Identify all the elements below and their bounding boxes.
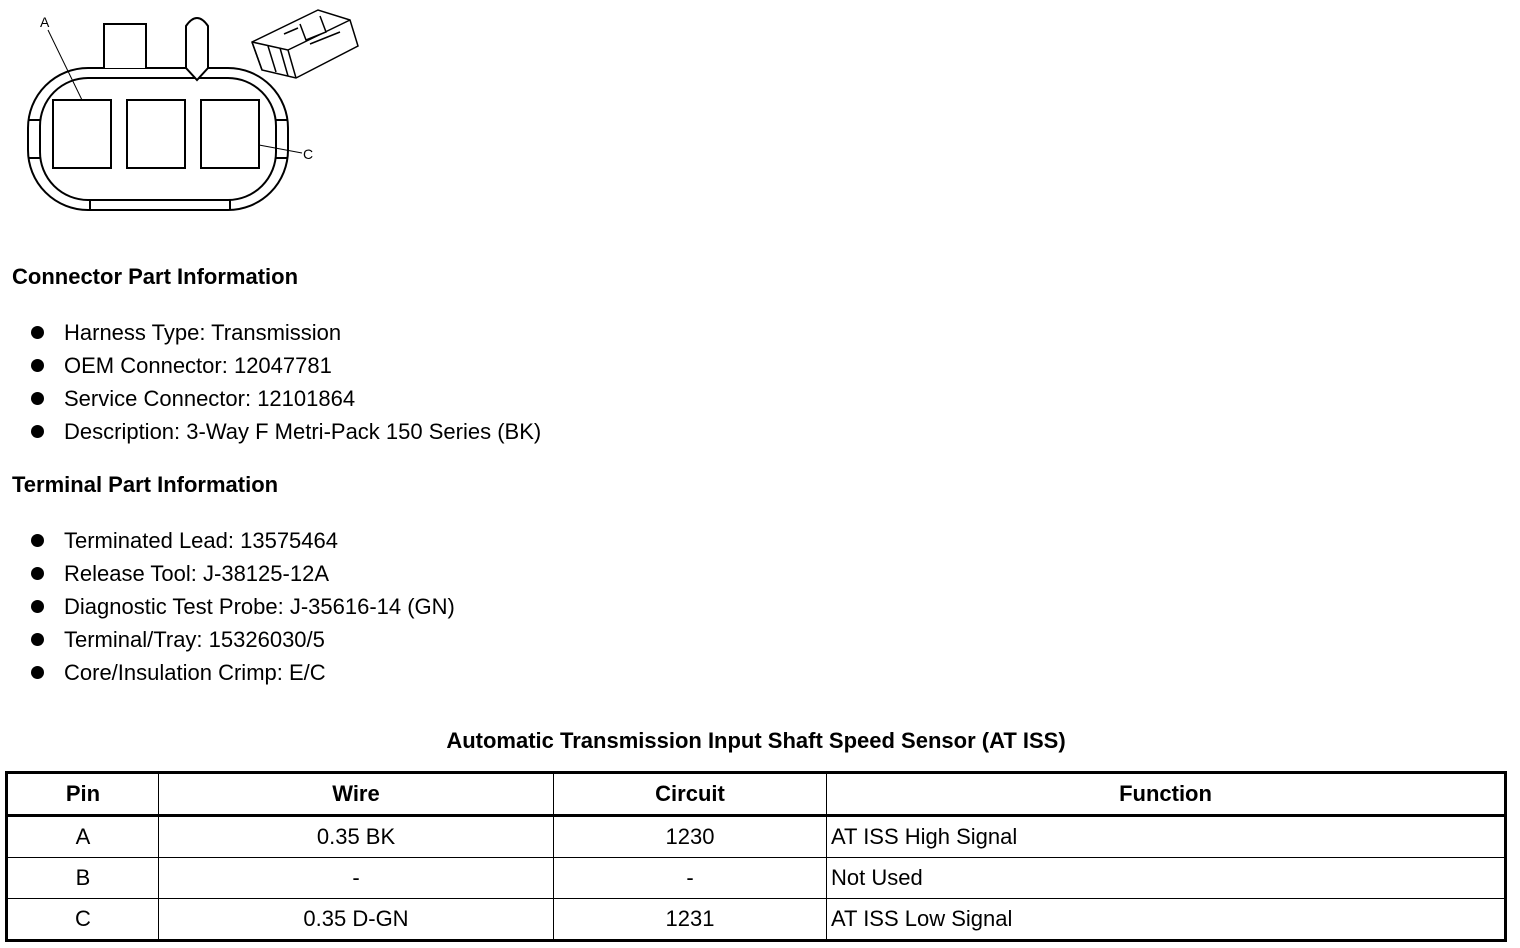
cavity-a: [53, 100, 111, 168]
table-cell: B: [7, 858, 159, 899]
table-header-cell: Pin: [7, 773, 159, 816]
list-item: [28, 349, 541, 382]
list-item: [28, 656, 455, 689]
bullet-icon: [31, 666, 44, 679]
terminal-info-list: [28, 524, 455, 689]
table-cell: -: [554, 858, 827, 899]
table-row: [7, 816, 1506, 858]
table-cell: 0.35 D-GN: [159, 899, 554, 941]
connector-housing-outer: [28, 68, 288, 210]
list-item-text: Release Tool: J-38125-12A: [64, 561, 329, 586]
connector-locator-pin: [186, 18, 208, 80]
table-header-row: [7, 773, 1506, 816]
connector-info-heading: Connector Part Information: [12, 264, 299, 289]
list-item-text: Core/Insulation Crimp: E/C: [64, 660, 326, 685]
label-a: A: [40, 14, 50, 30]
connector-3d-icon: [252, 10, 358, 78]
table-cell: -: [159, 858, 554, 899]
terminal-info-heading: Terminal Part Information: [12, 472, 279, 497]
list-item-text: Terminated Lead: 13575464: [64, 528, 338, 553]
table-cell: A: [7, 816, 159, 858]
bullet-icon: [31, 392, 44, 405]
bullet-icon: [31, 567, 44, 580]
cavity-c: [201, 100, 259, 168]
table-cell: C: [7, 899, 159, 941]
bullet-icon: [31, 359, 44, 372]
connector-diagram: [0, 0, 380, 225]
list-item: [28, 415, 541, 448]
list-item-text: Harness Type: Transmission: [64, 320, 342, 345]
table-cell: Not Used: [827, 858, 1506, 899]
table-row: [7, 858, 1506, 899]
table-cell: AT ISS Low Signal: [827, 899, 1506, 941]
list-item-text: Service Connector: 12101864: [64, 386, 356, 411]
bullet-icon: [31, 534, 44, 547]
list-item: [28, 623, 455, 656]
list-item-text: Terminal/Tray: 15326030/5: [64, 627, 325, 652]
list-item-text: Diagnostic Test Probe: J-35616-14 (GN): [64, 594, 455, 619]
list-item: [28, 590, 455, 623]
list-item: [28, 316, 541, 349]
table-cell: 0.35 BK: [159, 816, 554, 858]
table-row: [7, 899, 1506, 941]
list-item-text: OEM Connector: 12047781: [64, 353, 332, 378]
connector-latch: [104, 24, 146, 68]
label-c: C: [303, 146, 314, 162]
table-title: Automatic Transmission Input Shaft Speed Sensor (AT ISS): [446, 728, 1066, 753]
table-header-cell: Circuit: [554, 773, 827, 816]
bullet-icon: [31, 326, 44, 339]
list-item: [28, 524, 455, 557]
cavity-b: [127, 100, 185, 168]
table-cell: 1231: [554, 899, 827, 941]
table-cell: AT ISS High Signal: [827, 816, 1506, 858]
connector-info-list: [28, 316, 541, 448]
table-header-cell: Wire: [159, 773, 554, 816]
pin-table: [5, 771, 1507, 942]
table-cell: 1230: [554, 816, 827, 858]
list-item: [28, 557, 455, 590]
bullet-icon: [31, 425, 44, 438]
bullet-icon: [31, 600, 44, 613]
table-header-cell: Function: [827, 773, 1506, 816]
list-item: [28, 382, 541, 415]
bullet-icon: [31, 633, 44, 646]
list-item-text: Description: 3-Way F Metri-Pack 150 Series (BK): [64, 419, 542, 444]
connector-housing-inner: [40, 78, 276, 200]
